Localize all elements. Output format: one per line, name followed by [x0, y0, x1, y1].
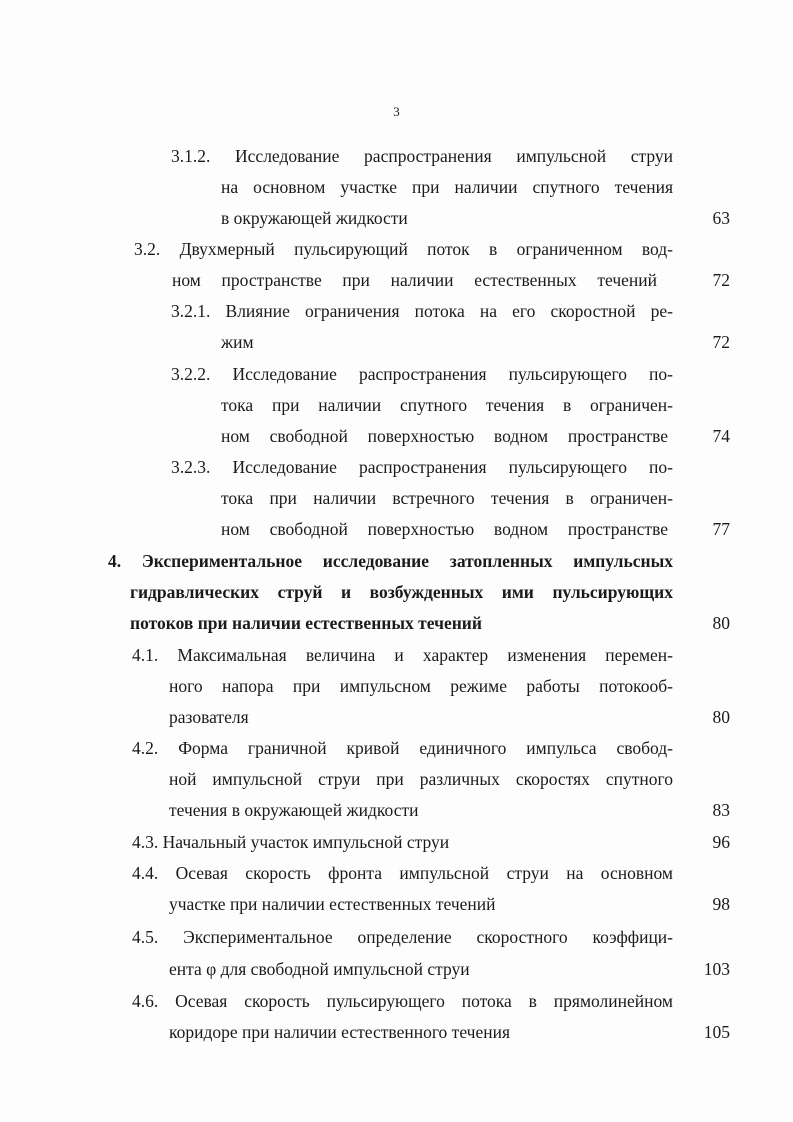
toc-line: ной импульсной струи при различных скоростях спутного: [169, 769, 673, 789]
toc-page-number: 72: [712, 332, 730, 352]
toc-line: на основном участке при наличии спутного течения: [221, 177, 673, 197]
toc-page-number: 72: [712, 270, 730, 290]
toc-page-number: 105: [703, 1022, 730, 1042]
toc-line: 3.2.1. Влияние ограничения потока на его скоростной ре-: [171, 301, 673, 321]
toc-line: 4.3. Начальный участок импульсной струи: [132, 832, 450, 852]
toc-page-number: 98: [712, 894, 730, 914]
toc-page-number: 96: [712, 832, 730, 852]
toc-page-number: 83: [712, 800, 730, 820]
toc-page-number: 103: [703, 959, 730, 979]
toc-line: 4.6. Осевая скорость пульсирующего потока в прямолинейном: [132, 991, 673, 1011]
toc-line: 3.2.2. Исследование распространения пульсирующего по-: [171, 364, 673, 384]
toc-line: 4.5. Экспериментальное определение скоростного коэффици-: [132, 927, 673, 947]
toc-line: 4.2. Форма граничной кривой единичного импульса свобод-: [132, 738, 673, 758]
toc-line: ном свободной поверхностью водном пространстве: [221, 426, 668, 446]
toc-page-number: 80: [712, 613, 730, 633]
toc-line: 3.2.3. Исследование распространения пульсирующего по-: [171, 457, 673, 477]
toc-line: в окружающей жидкости: [221, 208, 408, 228]
toc-line: разователя: [169, 707, 249, 727]
toc-line: ном свободной поверхностью водном пространстве: [221, 519, 668, 539]
toc-line: 3.1.2. Исследование распространения импульсной струи: [171, 146, 673, 166]
toc-line: жим: [221, 332, 254, 352]
toc-line: коридоре при наличии естественного течения: [169, 1022, 511, 1042]
toc-line: ном пространстве при наличии естественных течений: [172, 270, 657, 290]
toc-line: течения в окружающей жидкости: [169, 800, 419, 820]
toc-line: тока при наличии встречного течения в ограничен-: [221, 488, 673, 508]
toc-page-number: 63: [712, 208, 730, 228]
toc-page-number: 80: [712, 707, 730, 727]
toc-chapter-line: гидравлических струй и возбужденных ими пульсирующих: [130, 582, 673, 602]
toc-page-number: 74: [712, 426, 730, 446]
toc-line: тока при наличии спутного течения в ограничен-: [221, 395, 673, 415]
toc-chapter-line: потоков при наличии естественных течений: [130, 613, 482, 633]
page-number: 3: [393, 104, 400, 119]
toc-line: 4.4. Осевая скорость фронта импульсной струи на основном: [132, 863, 673, 883]
toc-line: 3.2. Двухмерный пульсирующий поток в ограниченном вод-: [134, 239, 673, 259]
toc-page-number: 77: [712, 519, 730, 539]
toc-line: ного напора при импульсном режиме работы потокооб-: [169, 676, 673, 696]
toc-chapter-line: 4. Экспериментальное исследование затопленных импульсных: [108, 551, 673, 571]
toc-line: участке при наличии естественных течений: [169, 894, 496, 914]
toc-line: ента φ для свободной импульсной струи: [169, 959, 470, 979]
toc-line: 4.1. Максимальная величина и характер изменения перемен-: [132, 645, 673, 665]
